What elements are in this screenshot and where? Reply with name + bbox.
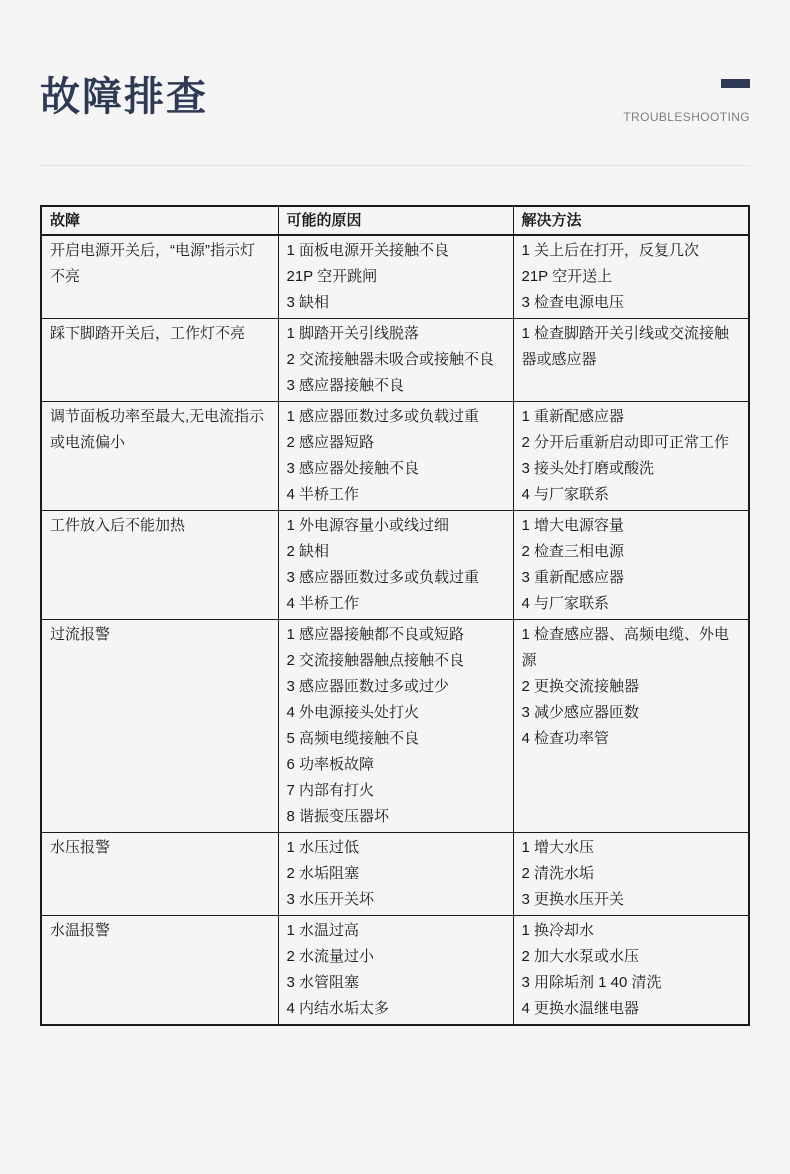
solution-line: 3 重新配感应器 <box>521 569 625 586</box>
solutions-cell <box>513 833 749 916</box>
cause-line: 1 水温过高 <box>286 922 360 939</box>
cause-line: 3 感应器匝数过多或负载过重 <box>286 569 480 586</box>
cause-line: 3 感应器处接触不良 <box>286 460 420 477</box>
cause-line: 2 感应器短路 <box>286 434 375 451</box>
cause-line: 1 感应器匝数过多或负载过重 <box>286 408 480 425</box>
fault-text: 过流报警 <box>50 626 111 643</box>
cause-line: 3 感应器匝数过多或过少 <box>286 678 450 695</box>
solution-line: 3 更换水压开关 <box>521 891 625 908</box>
fault-text: 踩下脚踏开关后，工作灯不亮 <box>50 325 246 342</box>
column-header-causes: 可能的原因 <box>278 206 513 235</box>
cause-line: 1 水压过低 <box>286 839 360 856</box>
table-header-row <box>41 206 749 235</box>
cause-line: 2 交流接触器触点接触不良 <box>286 652 465 669</box>
cause-line: 7 内部有打火 <box>286 782 375 799</box>
fault-cell <box>41 916 278 1026</box>
fault-cell <box>41 319 278 402</box>
fault-text: 水压报警 <box>50 839 111 856</box>
cause-line: 2 水流量过小 <box>286 948 375 965</box>
page-title: 故障排查 <box>40 75 208 119</box>
table-row <box>41 916 749 1026</box>
page-header <box>40 74 750 124</box>
causes-cell <box>278 511 513 620</box>
table-row <box>41 620 749 833</box>
solution-line: 4 与厂家联系 <box>521 595 610 612</box>
solutions-cell <box>513 402 749 511</box>
solution-line: 2 加大水泵或水压 <box>521 948 640 965</box>
solution-line: 4 检查功率管 <box>521 730 610 747</box>
fault-cell <box>41 402 278 511</box>
causes-cell <box>278 620 513 833</box>
solution-line: 3 用除垢剂 1 40 清洗 <box>521 974 662 991</box>
solution-line: 1 换冷却水 <box>521 922 595 939</box>
cause-line: 8 谐振变压器坏 <box>286 808 390 825</box>
cause-line: 5 高频电缆接触不良 <box>286 730 420 747</box>
cause-line: 4 半桥工作 <box>286 595 360 612</box>
table-row <box>41 833 749 916</box>
cause-line: 1 外电源容量小或线过细 <box>286 517 450 534</box>
solutions-cell <box>513 916 749 1026</box>
table-body <box>41 235 749 1025</box>
solution-line: 2 检查三相电源 <box>521 543 625 560</box>
cause-line: 3 感应器接触不良 <box>286 377 405 394</box>
cause-line: 1 面板电源开关接触不良 <box>286 242 450 259</box>
solutions-cell <box>513 235 749 319</box>
header-right-block <box>623 74 750 124</box>
page-subtitle: TROUBLESHOOTING <box>623 110 750 124</box>
solution-line: 3 减少感应器匝数 <box>521 704 640 721</box>
solution-line: 3 检查电源电压 <box>521 294 625 311</box>
fault-text: 水温报警 <box>50 922 111 939</box>
fault-text: 调节面板功率至最大,无电流指示或电流偏小 <box>50 408 265 451</box>
solutions-cell <box>513 319 749 402</box>
cause-line: 6 功率板故障 <box>286 756 375 773</box>
cause-line: 3 水压开关坏 <box>286 891 375 908</box>
cause-line: 2 水垢阻塞 <box>286 865 360 882</box>
header-divider <box>40 165 750 166</box>
column-header-fault: 故障 <box>41 206 278 235</box>
solution-line: 4 与厂家联系 <box>521 486 610 503</box>
cause-line: 1 感应器接触都不良或短路 <box>286 626 465 643</box>
fault-cell <box>41 620 278 833</box>
solution-line: 2 更换交流接触器 <box>521 678 640 695</box>
solution-line: 1 增大水压 <box>521 839 595 856</box>
cause-line: 4 内结水垢太多 <box>286 1000 390 1017</box>
solution-line: 1 检查脚踏开关引线或交流接触器或感应器 <box>521 325 730 368</box>
cause-line: 4 半桥工作 <box>286 486 360 503</box>
causes-cell <box>278 319 513 402</box>
solution-line: 3 接头处打磨或酸洗 <box>521 460 655 477</box>
solution-line: 1 关上后在打开，反复几次 <box>521 242 700 259</box>
table-row <box>41 511 749 620</box>
solutions-cell <box>513 620 749 833</box>
cause-line: 21P 空开跳闸 <box>286 268 378 285</box>
fault-text: 开启电源开关后，“电源”指示灯不亮 <box>50 242 255 285</box>
solution-line: 1 重新配感应器 <box>521 408 625 425</box>
solution-line: 2 清洗水垢 <box>521 865 595 882</box>
table-row <box>41 319 749 402</box>
troubleshooting-table <box>40 205 750 1026</box>
solution-line: 4 更换水温继电器 <box>521 1000 640 1017</box>
fault-cell <box>41 511 278 620</box>
cause-line: 4 外电源接头处打火 <box>286 704 420 721</box>
solution-line: 1 检查感应器、高频电缆、外电源 <box>521 626 730 669</box>
solutions-cell <box>513 511 749 620</box>
fault-text: 工件放入后不能加热 <box>50 517 186 534</box>
cause-line: 1 脚踏开关引线脱落 <box>286 325 420 342</box>
causes-cell <box>278 402 513 511</box>
cause-line: 3 缺相 <box>286 294 330 311</box>
solution-line: 2 分开后重新启动即可正常工作 <box>521 434 730 451</box>
cause-line: 2 缺相 <box>286 543 330 560</box>
fault-cell <box>41 235 278 319</box>
troubleshooting-page <box>0 74 790 1174</box>
fault-cell <box>41 833 278 916</box>
solution-line: 21P 空开送上 <box>521 268 613 285</box>
solution-line: 1 增大电源容量 <box>521 517 625 534</box>
cause-line: 3 水管阻塞 <box>286 974 360 991</box>
causes-cell <box>278 833 513 916</box>
causes-cell <box>278 235 513 319</box>
dash-icon <box>721 79 750 88</box>
causes-cell <box>278 916 513 1026</box>
column-header-solutions: 解决方法 <box>513 206 749 235</box>
cause-line: 2 交流接触器未吸合或接触不良 <box>286 351 495 368</box>
table-row <box>41 402 749 511</box>
table-row <box>41 235 749 319</box>
